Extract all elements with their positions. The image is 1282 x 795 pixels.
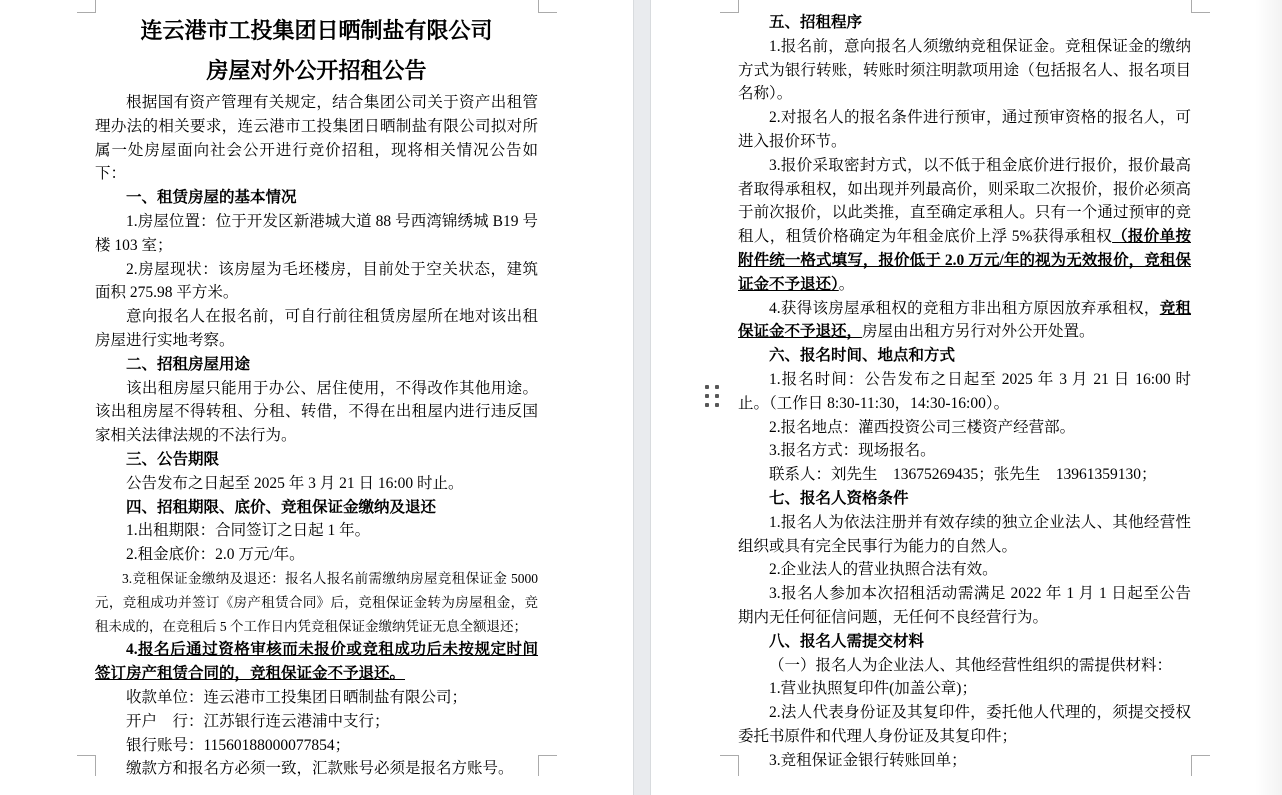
bank-account-paragraph: 银行账号：11560188000077854；	[126, 736, 351, 754]
bank-name-paragraph: 开户 行：江苏银行连云港浦中支行；	[126, 712, 390, 730]
crop-mark-top-right-icon	[538, 0, 557, 13]
crop-mark-bottom-right-icon	[538, 755, 557, 776]
crop-mark-top-left-icon	[720, 0, 739, 13]
bidding-rule-period: 。	[838, 275, 855, 293]
qualification-2-paragraph: 2.企业法人的营业执照合法有效。	[769, 561, 998, 579]
crop-mark-bottom-left-icon	[77, 755, 96, 776]
section-7-heading: 七、报名人资格条件	[769, 489, 909, 507]
crop-mark-bottom-left-icon	[720, 755, 739, 776]
section-5-heading: 五、招租程序	[769, 14, 863, 31]
house-condition-paragraph: 2.房屋现状：该房屋为毛坯楼房，目前处于空关状态，建筑面积 275.98 平方米。	[95, 260, 538, 302]
signup-time-paragraph: 1.报名时间：公告发布之日起至 2025 年 3 月 21 日 16:00 时止。（工作日 8:30-11:30，14:30-16:00）。	[738, 370, 1191, 412]
material-3-paragraph: 3.竞租保证金银行转账回单；	[769, 751, 967, 769]
materials-intro-paragraph: （一）报名人为企业法人、其他经营性组织的需提供材料：	[769, 656, 1173, 674]
material-1-paragraph: 1.营业执照复印件(加盖公章)；	[769, 680, 977, 698]
crop-mark-top-left-icon	[77, 0, 96, 13]
signup-method-paragraph: 3.报名方式：现场报名。	[769, 442, 936, 460]
intro-paragraph: 根据国有资产管理有关规定，结合集团公司关于资产出租管理办法的相关要求，连云港市工投集团日晒制盐有限公司拟对所属一处房屋面向社会公开进行竞价招租，现将相关情况公告如下：	[95, 94, 538, 183]
doc-title-line-1: 连云港市工投集团日晒制盐有限公司	[140, 18, 493, 43]
waiver-rule-tail: 房屋由出租方另行对外公开处置。	[862, 323, 1095, 341]
procedure-step-2-paragraph: 2.对报名人的报名条件进行预审，通过预审资格的报名人，可进入报价环节。	[738, 109, 1191, 150]
deposit-payment-paragraph: 3.竞租保证金缴纳及退还：报名人报名前需缴纳房屋竞租保证金 5000 元，竞租成功并签订《房产租赁合同》后，竞租保证金转为房屋租金，竞租未成的，在竞租后 5 个工作日内凭竞租保证金缴纳凭证无息全额退还；	[95, 570, 538, 634]
payee-name-paragraph: 收款单位：连云港市工投集团日晒制盐有限公司；	[126, 688, 468, 706]
material-2-paragraph: 2.法人代表身份证及其复印件，委托他人代理的，须提交授权委托书原件和代理人身份证及其复印件；	[738, 704, 1191, 745]
drag-dot	[705, 385, 709, 389]
deposit-forfeit-emphasis: 报名后通过资格审核而未报价或竞租成功后未按规定时间签订房产租赁合同的，竞租保证金不予退还。	[95, 641, 538, 683]
section-3-heading: 三、公告期限	[126, 450, 220, 468]
page-1-text-area	[95, 11, 538, 781]
qualification-3-paragraph: 3.报名人参加本次招租活动需满足 2022 年 1 月 1 日起至公告期内无任何征信问题，无任何不良经营行为。	[738, 585, 1191, 626]
payer-note-paragraph: 缴款方和报名方必须一致，汇款账号必须是报名方账号。	[126, 760, 514, 778]
drag-dot	[705, 403, 709, 407]
page-1[interactable]	[0, 0, 634, 795]
waiver-rule-text: 4.获得该房屋承租权的竞租方非出租方原因放弃承租权，	[769, 299, 1160, 317]
drag-dot	[715, 394, 719, 398]
waiver-rule-emphasis: 竞租保证金不予退还，	[738, 299, 1191, 341]
site-visit-paragraph: 意向报名人在报名前，可自行前往租赁房屋所在地对该出租房屋进行实地考察。	[95, 308, 538, 349]
section-2-heading: 二、招租房屋用途	[126, 355, 251, 373]
bidding-rule-emphasis: （报价单按附件统一格式填写，报价低于 2.0 万元/年的视为无效报价，竞租保证金不予退还）	[738, 228, 1191, 293]
drag-dot	[705, 394, 709, 398]
crop-mark-top-right-icon	[1191, 0, 1210, 13]
house-location-paragraph: 1.房屋位置：位于开发区新港城大道 88 号西湾锦绣城 B19 号楼 103 室；	[95, 212, 538, 254]
doc-title-line-2: 房屋对外公开招租公告	[206, 58, 427, 83]
announce-period-paragraph: 公告发布之日起至 2025 年 3 月 21 日 16:00 时止。	[126, 474, 464, 492]
procedure-step-4-paragraph	[738, 297, 1191, 345]
page-edge-shade	[1255, 0, 1282, 795]
section-6-heading: 六、报名时间、地点和方式	[769, 347, 956, 365]
drag-dot	[715, 403, 719, 407]
base-rent-paragraph: 2.租金底价：2.0 万元/年。	[126, 546, 305, 564]
drag-handle-icon[interactable]	[705, 385, 719, 407]
bidding-rule-text: 3.报价采取密封方式，以不低于租金底价进行报价，报价最高者取得承租权，如出现并列最高价，则采取二次报价，报价必须高于前次报价，以此类推，直至确定承租人。只有一个通过预审的竞租人，租赁价格确定为年租金底价上浮 5%获得承租权	[738, 156, 1191, 246]
deposit-forfeit-number: 4.	[126, 641, 138, 659]
procedure-step-3-paragraph	[738, 154, 1191, 297]
signup-place-paragraph: 2.报名地点：灌西投资公司三楼资产经营部。	[769, 418, 1076, 436]
qualification-1-paragraph: 1.报名人为依法注册并有效存续的独立企业法人、其他经营性组织或具有完全民事行为能力的自然人。	[738, 513, 1191, 555]
page-2[interactable]	[650, 0, 1282, 795]
contacts-paragraph: 联系人：刘先生 13675269435；张先生 13961359130；	[769, 466, 1157, 484]
procedure-step-1-paragraph: 1.报名前，意向报名人须缴纳竞租保证金。竞租保证金的缴纳方式为银行转账，转账时须注明款项用途（包括报名人、报名项目名称）。	[738, 37, 1191, 103]
page-2-text-area	[738, 11, 1191, 773]
usage-paragraph: 该出租房屋只能用于办公、居住使用，不得改作其他用途。该出租房屋不得转租、分租、转借，不得在出租屋内进行违反国家相关法律法规的不法行为。	[95, 379, 538, 445]
drag-dot	[715, 385, 719, 389]
section-1-heading: 一、租赁房屋的基本情况	[126, 189, 297, 207]
section-4-heading: 四、招租期限、底价、竞租保证金缴纳及退还	[126, 498, 437, 516]
lease-term-paragraph: 1.出租期限：合同签订之日起 1 年。	[126, 522, 371, 540]
crop-mark-bottom-right-icon	[1191, 755, 1210, 776]
deposit-forfeit-paragraph	[95, 638, 538, 686]
section-8-heading: 八、报名人需提交材料	[769, 632, 925, 650]
